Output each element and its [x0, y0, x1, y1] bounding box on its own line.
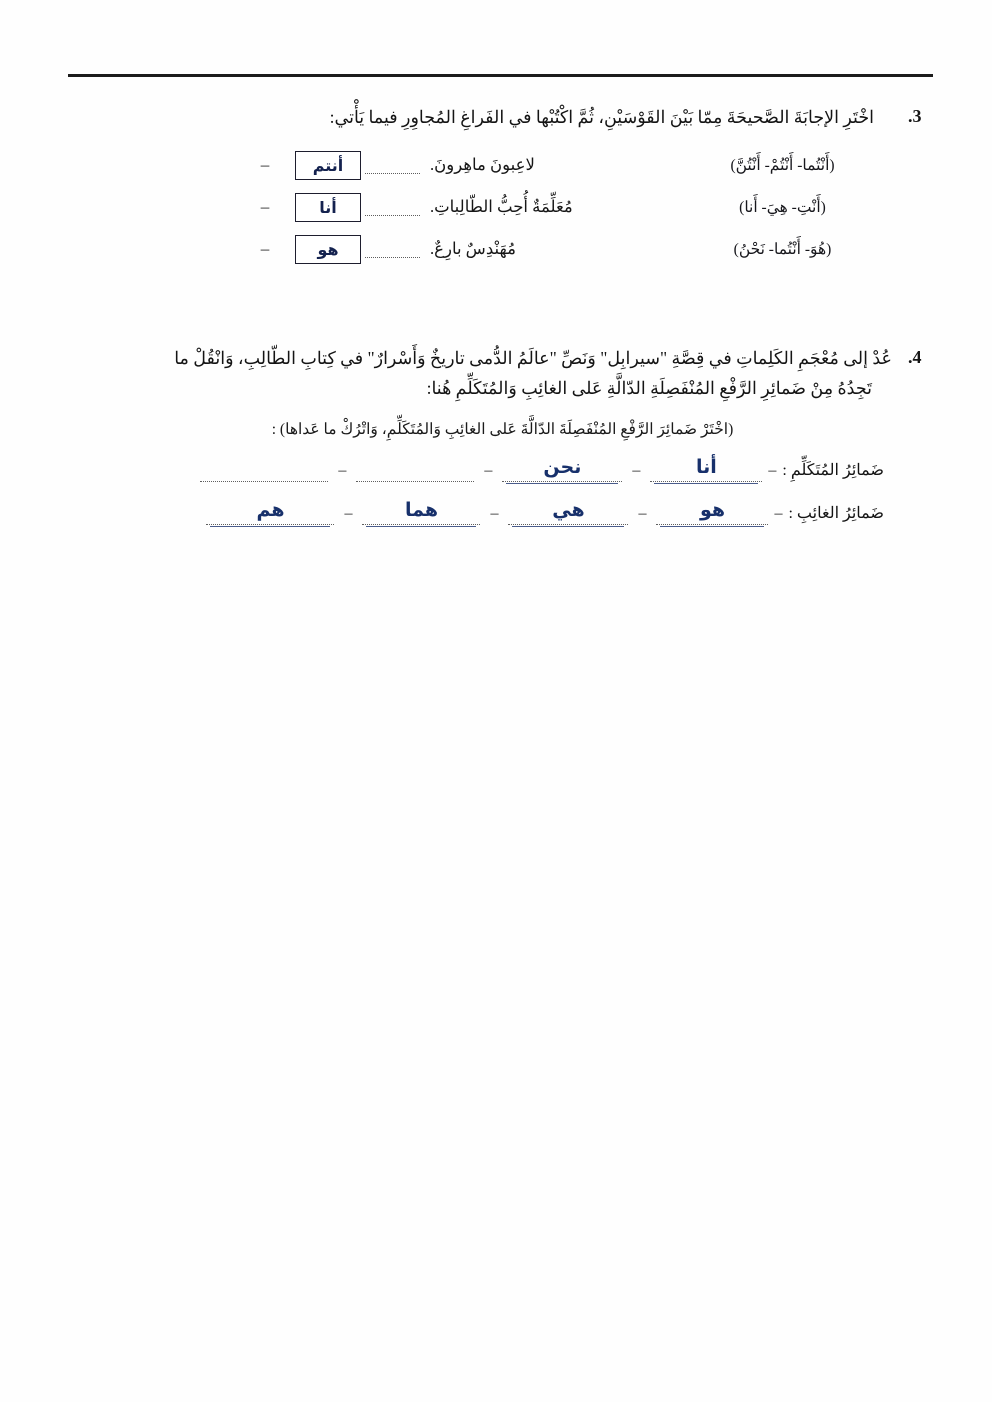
- answer-blank[interactable]: [362, 498, 480, 525]
- sentence-text: مُعَلِّمَةٌ أُحِبُّ الطّالِباتِ.: [430, 197, 573, 217]
- answer-blank[interactable]: [356, 455, 474, 482]
- answer-text: نحن: [543, 456, 582, 479]
- sentence-text: مُهَنْدِسٌ بارِعٌ.: [430, 239, 516, 259]
- answer-box[interactable]: هو: [295, 235, 361, 264]
- handwritten-underline: [660, 526, 764, 528]
- answer-text: هو: [699, 499, 726, 522]
- answer-text: هي: [552, 499, 585, 522]
- exercise-4-number: 4.: [908, 347, 922, 367]
- exercise-3-instruction: اخْتَرِ الإجابَةَ الصَّحيحَةَ مِمّا بَيْنَ القَوْسَيْنِ، ثُمَّ اكْتُبْها في الفَراغِ المُجاوِرِ فيما يَأْتي:: [329, 107, 874, 127]
- separator-dash: –: [484, 462, 493, 480]
- table-row: [50, 186, 890, 228]
- answer-box[interactable]: أنتم: [295, 151, 361, 180]
- dotted-blank: [365, 199, 420, 216]
- separator-dash: –: [490, 505, 499, 523]
- handwritten-underline: [366, 526, 476, 528]
- choices-text: (هُوَ- أَنْتُما- نَحْنُ): [733, 240, 832, 258]
- row-dash: –: [774, 505, 783, 523]
- exercise-4-instruction-line-1: عُدْ إلى مُعْجَمِ الكَلِماتِ في قِصَّةِ "سيرابِل" وَنَصِّ "عالَمُ الدُّمى تاريخٌ وَأَسْرارٌ" في كِتابِ الطّالِبِ، وَانْقُلْ ما: [174, 348, 892, 368]
- answer-row-mutakallim: [45, 455, 930, 482]
- dotted-blank: [365, 241, 420, 258]
- table-row: [50, 228, 890, 270]
- answer-text: هما: [404, 499, 438, 522]
- row-label: ضَمائِرُ الغائِبِ :: [788, 505, 884, 523]
- answer-blank[interactable]: [656, 498, 768, 525]
- answer-blank[interactable]: [206, 498, 334, 525]
- answer-text: هم: [256, 499, 285, 522]
- answer-row-ghaib: [45, 498, 930, 525]
- top-divider: [68, 74, 933, 77]
- handwritten-underline: [506, 483, 618, 485]
- separator-dash: –: [632, 462, 641, 480]
- handwritten-underline: [210, 526, 330, 528]
- row-dash: –: [260, 155, 270, 175]
- exercise-4-sub-instruction: (اخْتَرْ ضَمائِرَ الرَّفْعِ المُنْفَصِلَةَ الدّالَّةَ عَلى الغائِبِ وَالمُتَكَلِّمِ، وَاتْرُكْ ما عَداها) :: [271, 421, 734, 439]
- row-dash: –: [768, 462, 777, 480]
- handwritten-underline: [512, 526, 624, 528]
- exercise-4-instruction-line-2: تَجِدُهُ مِنْ ضَمائِرِ الرَّفْعِ المُنْفَصِلَةِ الدّالَّةِ عَلى الغائِبِ وَالمُتَكَلِّمِ هُنا:: [426, 378, 872, 399]
- exercise-4: [45, 345, 930, 525]
- exercise-4-heading: [45, 345, 930, 371]
- row-dash: –: [260, 197, 270, 217]
- answer-text: أنا: [695, 456, 717, 479]
- choices-text: (أَنْتِ- هِيَ- أَنا): [739, 198, 826, 216]
- choices-text: (أَنْتُما- أَنْتُمْ- أَنْتُنَّ): [730, 156, 835, 174]
- exercise-3-heading: [50, 104, 930, 130]
- handwritten-underline: [654, 483, 758, 485]
- answer-blank[interactable]: [508, 498, 628, 525]
- answer-box[interactable]: أنا: [295, 193, 361, 222]
- row-label: ضَمائِرُ المُتَكَلِّمِ :: [782, 462, 884, 480]
- separator-dash: –: [338, 462, 347, 480]
- sentence-text: لاعِبونَ ماهِرونَ.: [430, 155, 535, 175]
- answer-blank[interactable]: [650, 455, 762, 482]
- exercise-3-number: 3.: [908, 106, 922, 126]
- table-row: [50, 144, 890, 186]
- row-dash: –: [260, 239, 270, 259]
- separator-dash: –: [344, 505, 353, 523]
- answer-blank[interactable]: [502, 455, 622, 482]
- answer-blank[interactable]: [200, 455, 328, 482]
- exercise-3-rows: [50, 144, 930, 270]
- separator-dash: –: [638, 505, 647, 523]
- dotted-blank: [365, 157, 420, 174]
- exercise-3: [50, 104, 930, 270]
